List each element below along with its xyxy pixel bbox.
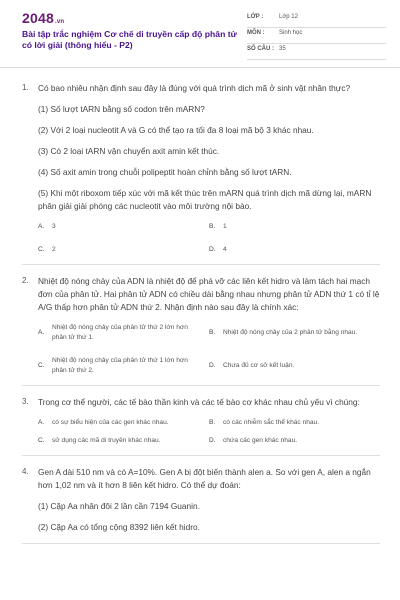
logo-suffix: .vn: [54, 19, 65, 25]
question-head: [22, 82, 380, 95]
statement: (3) Có 2 loại tARN vận chuyển axit amin kết thúc.: [38, 146, 220, 156]
answer-option-a[interactable]: [38, 323, 209, 343]
answer-text: 3: [52, 223, 56, 230]
answer-letter: A.: [38, 223, 45, 230]
question-4: [22, 456, 380, 544]
answer-letter: C.: [38, 362, 45, 369]
question-number: 1.: [22, 83, 29, 92]
question-1: [22, 78, 380, 265]
answer-letter: D.: [209, 437, 216, 444]
meta-class-value: Lớp 12: [279, 14, 298, 20]
question-number: 3.: [22, 397, 29, 406]
answer-option-c[interactable]: [38, 436, 209, 446]
question-list: [0, 68, 400, 544]
answer-text: 1: [223, 223, 227, 230]
answer-letter: A.: [38, 419, 45, 426]
statement: (4) Số axit amin trong chuỗi polipeptit hoàn chỉnh bằng số lượt tARN.: [38, 167, 292, 177]
header-left: [22, 10, 247, 67]
question-number: 4.: [22, 467, 29, 476]
answer-option-d[interactable]: [209, 245, 380, 255]
meta-info: [247, 10, 386, 67]
answer-text: Nhiệt độ nóng chảy của phân tử thứ 2 lớn hơn phân tử thứ 1.: [52, 324, 188, 341]
meta-subject-value: Sinh học: [279, 30, 303, 36]
answer-letter: C.: [38, 437, 45, 444]
answer-text: Nhiệt độ nóng chảy của 2 phân tử bằng nhau.: [223, 329, 358, 336]
question-number: 2.: [22, 276, 29, 285]
meta-subject-label: MÔN :: [247, 30, 265, 36]
answer-letter: B.: [209, 329, 216, 336]
answer-text: sử dụng các mã di truyền khác nhau.: [52, 437, 161, 444]
answer-text: Chưa đủ cơ sở kết luận.: [223, 362, 295, 369]
answer-option-b[interactable]: [209, 323, 380, 343]
answer-text: Nhiệt độ nóng chảy của phân tử thứ 1 lớn hơn phân tử thứ 2.: [52, 357, 188, 374]
meta-subject: [247, 30, 386, 44]
meta-count-label: SỐ CÂU :: [247, 46, 274, 52]
answer-option-d[interactable]: [209, 356, 380, 376]
question-text: Gen A dài 510 nm và có A=10%. Gen A bị đột biến thành alen a. So với gen A, alen a ngắn hơn 1,02 nm và ít hơn 8 liên kết hidro. Có thể dự đoán:: [38, 467, 371, 490]
answer-letter: B.: [209, 223, 216, 230]
answer-option-b[interactable]: [209, 222, 380, 232]
answer-options: [38, 323, 380, 376]
question-2: [22, 265, 380, 386]
logo[interactable]: [22, 10, 247, 26]
answer-option-a[interactable]: [38, 222, 209, 232]
meta-count-value: 35: [279, 46, 286, 52]
answer-letter: D.: [209, 246, 216, 253]
meta-count: [247, 46, 386, 60]
question-text: Trong cơ thể người, các tế bào thần kinh và các tế bào cơ khác nhau chủ yếu vì chúng:: [38, 397, 360, 407]
question-text: Có bao nhiêu nhận định sau đây là đúng với quá trình dịch mã ở sinh vật nhân thực?: [38, 83, 351, 93]
answer-options: [38, 418, 380, 446]
question-3: [22, 386, 380, 456]
document-title: Bài tập trắc nghiệm Cơ chế di truyền cấp độ phân tử có lời giải (thông hiểu - P2): [22, 29, 237, 50]
statement: (2) Cặp Aa có tổng cộng 8392 liên kết hidro.: [38, 522, 200, 532]
statement: (5) Khi một riboxom tiếp xúc với mã kết thúc trên mARN quá trình dịch mã dừng lại, mARN phân giải giải phóng các nucleotit vào môi trường nội bào.: [38, 188, 372, 211]
logo-text: 2048: [22, 10, 54, 26]
question-head: [22, 466, 380, 492]
answer-letter: C.: [38, 246, 45, 253]
statement: (1) Số lượt tARN bằng số codon trên mARN?: [38, 104, 205, 114]
answer-option-a[interactable]: [38, 418, 209, 428]
answer-option-c[interactable]: [38, 245, 209, 255]
question-text: Nhiệt độ nóng chảy của ADN là nhiệt độ để phá vỡ các liên kết hidro và làm tách hai mạch đơn của phân tử. Hai phân tử ADN có chiều dài bằng nhau nhưng phân tử ADN thứ 1 có tỉ lệ A/G thấp hơn phân tử ADN thứ 2. Nhận định nào sau đây là chính xác:: [38, 276, 380, 312]
meta-class: [247, 14, 386, 28]
answer-letter: D.: [209, 362, 216, 369]
question-head: [22, 275, 380, 314]
meta-class-label: LỚP :: [247, 14, 264, 20]
question-head: [22, 396, 380, 409]
answer-text: có các nhiễm sắc thể khác nhau.: [223, 419, 320, 426]
answer-text: 2: [52, 246, 56, 253]
answer-option-c[interactable]: [38, 356, 209, 376]
answer-text: 4: [223, 246, 227, 253]
answer-letter: B.: [209, 419, 216, 426]
answer-option-b[interactable]: [209, 418, 380, 428]
answer-text: có sự biểu hiện của các gen khác nhau.: [52, 419, 169, 426]
answer-letter: A.: [38, 329, 45, 336]
answer-options: [38, 222, 380, 255]
statement: (1) Cặp Aa nhân đôi 2 lần cần 7194 Guanin.: [38, 501, 200, 511]
answer-text: chứa các gen khác nhau.: [223, 437, 298, 444]
answer-option-d[interactable]: [209, 436, 380, 446]
statement: (2) Với 2 loại nucleotit A và G có thể tạo ra tối đa 8 loại mã bộ 3 khác nhau.: [38, 125, 314, 135]
header: [0, 0, 400, 68]
